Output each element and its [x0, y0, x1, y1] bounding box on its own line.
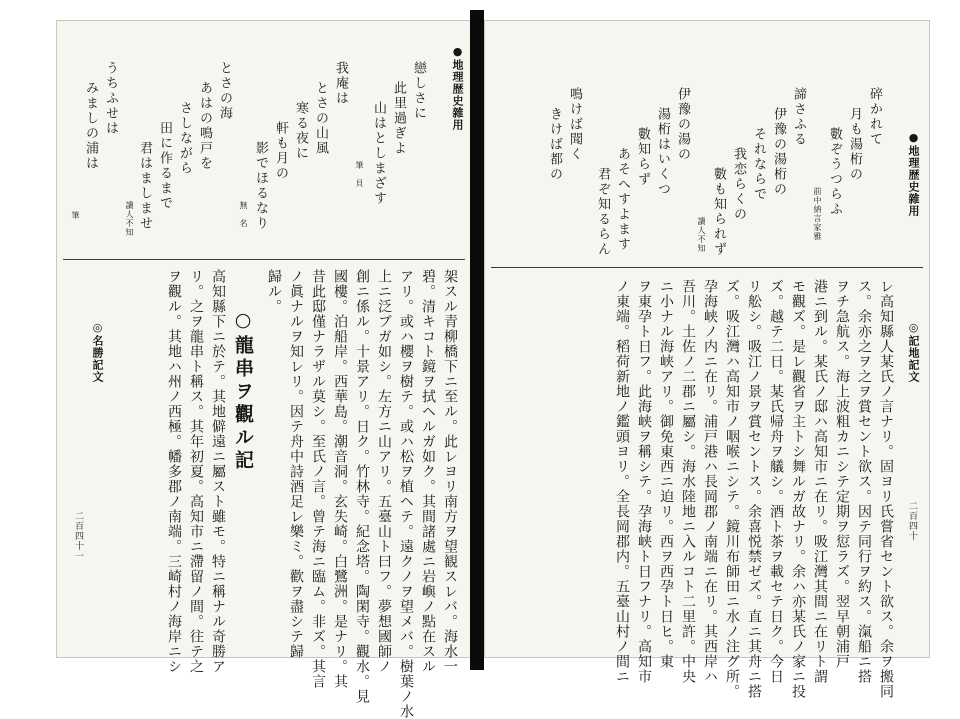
poem-author: 筆 [71, 211, 80, 220]
prose-column: ス。余亦之ヲ之ヲ賞セント欲ス。因テ同行ヲ約ス。滊船ニ搭 [856, 279, 872, 684]
poem-line: 我庵は [333, 61, 348, 106]
poem-line: 戀しさに [411, 61, 426, 121]
poem-author: 筆 貝 [355, 161, 364, 188]
poem-line: 軒も月の [273, 121, 288, 181]
poem-line: 月も湯桁の [847, 107, 862, 182]
page-number: 二百四十一 [73, 511, 83, 561]
poem-line: とさの海 [217, 61, 232, 121]
poem-line: 寒る夜に [293, 101, 308, 161]
prose-column: リ舩シ。吸江ノ景ヲ賞セントス。余喜悦禁ゼズ。直ニ其舟ニ搭 [746, 279, 762, 699]
poem-line: 君ぞ知るらん [595, 167, 610, 257]
prose-column: ヲ東孕ト日フ。此海峡ヲ稱シテ。孕海峡ト日フナリ。高知市 [636, 279, 652, 684]
prose-column: アリ。或ハ櫻ヲ樹テ。或ハ松ヲ植ヘテ。遠クノヲ望メバ。樹葉ノ水 [398, 269, 414, 719]
poem-line: 諦さふる [791, 87, 806, 147]
right-running-head: ●地理歴史雜用 [907, 131, 920, 217]
poem-line: 伊豫の湯桁の [771, 107, 786, 197]
left-page [56, 20, 472, 719]
poem-line: あはの鳴戸を [197, 81, 212, 171]
prose-column: 歸ル。 [266, 269, 282, 314]
poem-line: みましの浦は [83, 81, 98, 171]
prose-column: 國樓。泊船岸。西華島。潮音洞。玄失崎。白鷺洲。是ナリ。其 [332, 269, 348, 689]
poem-line: 我恋らくの [731, 147, 746, 222]
poem-line: 碎かれて [867, 87, 882, 147]
poem-line: さしながら [177, 101, 192, 176]
poem-line: 山はとしまざす [371, 101, 386, 206]
prose-column: 港ニ到ル。某氏ノ邸ハ高知市ニ在リ。吸江灣其間ニ在リト謂 [812, 279, 828, 684]
prose-column: ズ。越テ二日。某氏帰舟ヲ艤シ。酒ト茶ヲ載セテ日ク。今日 [768, 279, 784, 684]
poem-author: 前中納言家雅 [813, 187, 822, 241]
left-running-head: ●地理歴史雜用 [451, 45, 464, 131]
poem-line: 此里過ぎよ [391, 81, 406, 156]
prose-column: 昔此邸僅ナラザル莫シ。至氏ノ言。曾テ海ニ臨ム。非ズ。其言 [310, 269, 326, 689]
poem-line: うちふせは [103, 61, 118, 136]
poem-line: 湯桁はいくつ [655, 107, 670, 197]
page-number: 二百四十 [907, 501, 917, 541]
prose-column: 碧。清キコト鏡ヲ拭ヘルガ如ク。其間諸處ニ岩嶼ノ點在スル [420, 269, 436, 674]
prose-column: ノ東端。稻荷新地ノ鑑頭ヨリ。全長岡郡内。五臺山村ノ間ニ [614, 279, 630, 684]
open-book [38, 20, 928, 719]
right-page [484, 20, 930, 699]
prose-column: レ高知縣人某氏ノ言ナリ。固ヨリ氏嘗省セント欲ス。余ヲ搬同 [878, 279, 894, 699]
section-footer: ◎名勝記文 [91, 321, 104, 383]
poem-line: 鳴けば聞く [567, 87, 582, 162]
prose-column: リ。之ヲ龍串ト稱ス。其年初夏。高知市ニ滯留ノ間。往テ之 [188, 269, 204, 674]
book-spine [470, 10, 484, 670]
prose-column: ニ小ナル海峡アリ。御免東西ニ迫リ。西ヲ西孕ト日ヒ。東 [658, 279, 674, 669]
poem-line: それならで [751, 127, 766, 202]
divider-rule [491, 267, 923, 268]
poem-author: 無 名 [239, 201, 248, 228]
poem-author: 讀人不知 [697, 217, 706, 253]
poem-line: 數知らず [635, 127, 650, 187]
prose-column: ノ眞ナルヲ知レリ。因テ舟中詩酒足レ樂ミ。歡ヲ盡シテ歸 [288, 269, 304, 659]
poem-line: あそへすよます [615, 147, 630, 252]
prose-column: 上ニ泛ブガ如シ。左方ニ山アリ。五臺山ト曰フ。夢想國師ノ [376, 269, 392, 674]
section-title: ○龍串ヲ觀ル記 [232, 309, 254, 473]
prose-column: ヲチ急航ス。海上波粗カニシテ定期ヲ愆ラズ。翌早朝浦戸 [834, 279, 850, 669]
poem-line: きけば都の [547, 107, 562, 182]
prose-column: 孕海峡ノ内ニ在リ。浦戸港ハ長岡郡ノ南端ニ在リ。其西岸ハ [702, 279, 718, 684]
prose-column: ズ。吸江灣ハ高知市ノ咽喉ニシテ。鏡川布師田ニ水ノ注グ所。 [724, 279, 740, 699]
poem-line: 田に作るまで [157, 121, 172, 211]
prose-column: ヲ觀ル。其地ハ州ノ西極。幡多郡ノ南端。三崎村ノ海岸ニシ [166, 269, 182, 674]
prose-column: モ觀ズ。是レ觀省ヲ主トシ舞ルガ故ナリ。余ハ亦某氏ノ家ニ投 [790, 279, 806, 699]
section-footer: ◎記地記文 [907, 321, 920, 383]
poem-author: 讀人不知 [125, 201, 134, 237]
prose-column: 高知縣下ニ於テ。其地僻遠ニ屬スト雖モ。特ニ稱ナル奇勝ア [210, 269, 226, 674]
poem-line: 君はましませ [137, 141, 152, 231]
poem-line: 影でほるなり [253, 141, 268, 231]
divider-rule [63, 259, 465, 260]
prose-column: 架スル青柳橋下ニ至ル。此レヨリ南方ヲ望観スレバ。海水一 [442, 269, 458, 674]
prose-column: 創ニ係ル。十景アリ。日ク。竹林寺。紀念塔。陶閑寺。觀水。見 [354, 269, 370, 704]
prose-column: 吾川。土佐ノ二郡ニ屬シ。海水陸地ニ入ルコト二里許。中央 [680, 279, 696, 684]
poem-line: 數も知られず [711, 167, 726, 257]
poem-line: 伊豫の湯の [675, 87, 690, 162]
poem-line: とさの山風 [313, 81, 328, 156]
poem-line: 數ぞうつらふ [827, 127, 842, 217]
